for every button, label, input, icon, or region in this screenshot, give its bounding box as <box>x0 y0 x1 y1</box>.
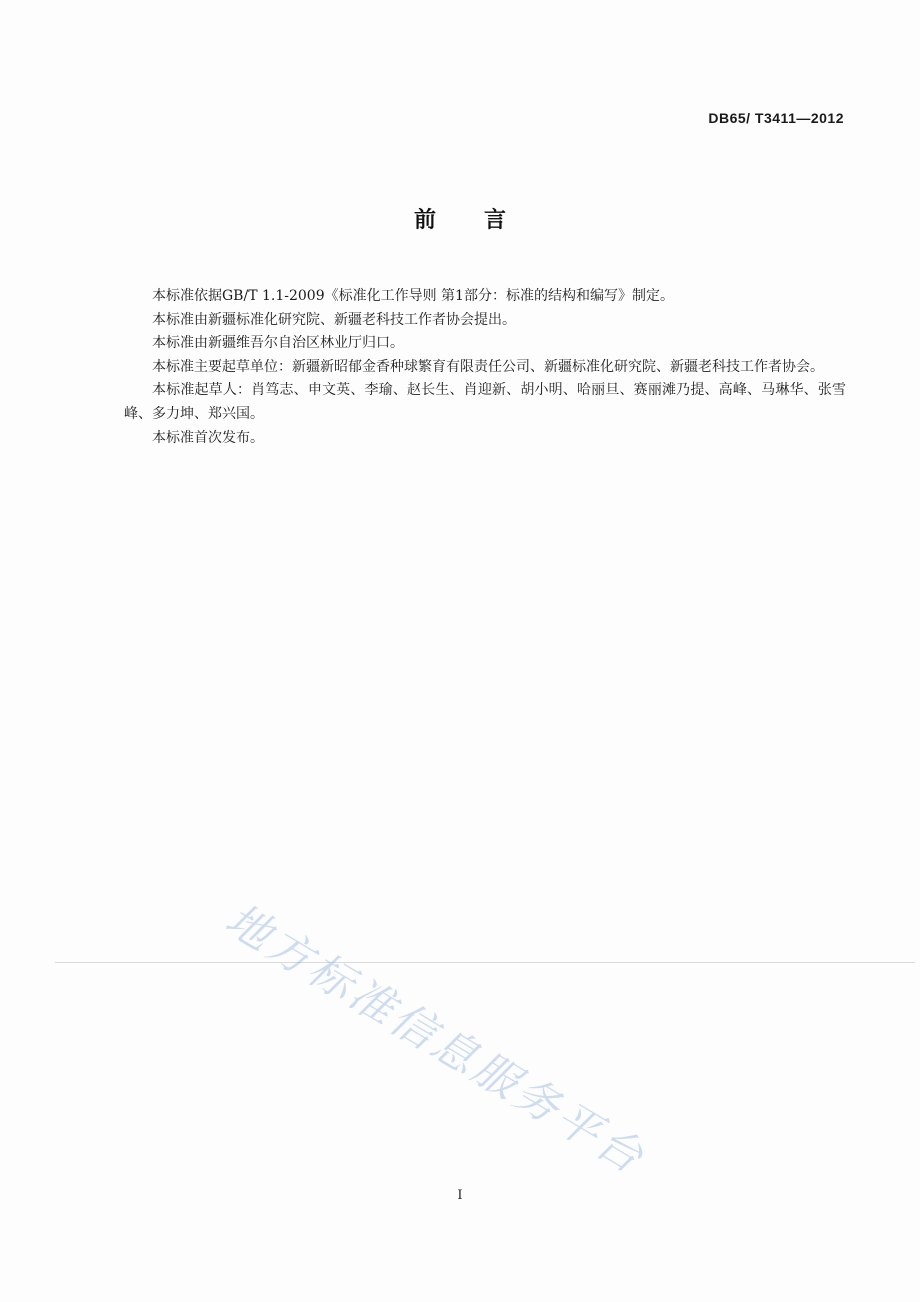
page-title: 前言 <box>413 208 554 233</box>
paragraph-proposer: 本标准由新疆标准化研究院、新疆老科技工作者协会提出。 <box>152 311 516 328</box>
page-number: I <box>457 1188 463 1203</box>
standard-code: DB65/ T3411—2012 <box>708 110 844 126</box>
scan-artifact-line <box>55 962 915 963</box>
paragraph-drafters: 本标准起草人：肖笃志、申文英、李瑜、赵长生、肖迎新、胡小明、哈丽旦、赛丽滩乃提、高峰、马琳华、张雪峰、多力坤、郑兴国。 <box>124 382 846 422</box>
paragraph-basis: 本标准依据GB/T 1.1-2009《标准化工作导则 第1部分：标准的结构和编写》制定。 <box>152 288 674 304</box>
preface-body <box>124 285 846 450</box>
paragraph-administrator: 本标准由新疆维吾尔自治区林业厅归口。 <box>152 335 404 352</box>
watermark: 地方标准信息服务平台 <box>216 893 655 1185</box>
paragraph-first-release: 本标准首次发布。 <box>152 429 264 446</box>
paragraph-drafting-units: 本标准主要起草单位：新疆新昭郁金香种球繁育有限责任公司、新疆标准化研究院、新疆老科技工作者协会。 <box>152 358 824 375</box>
